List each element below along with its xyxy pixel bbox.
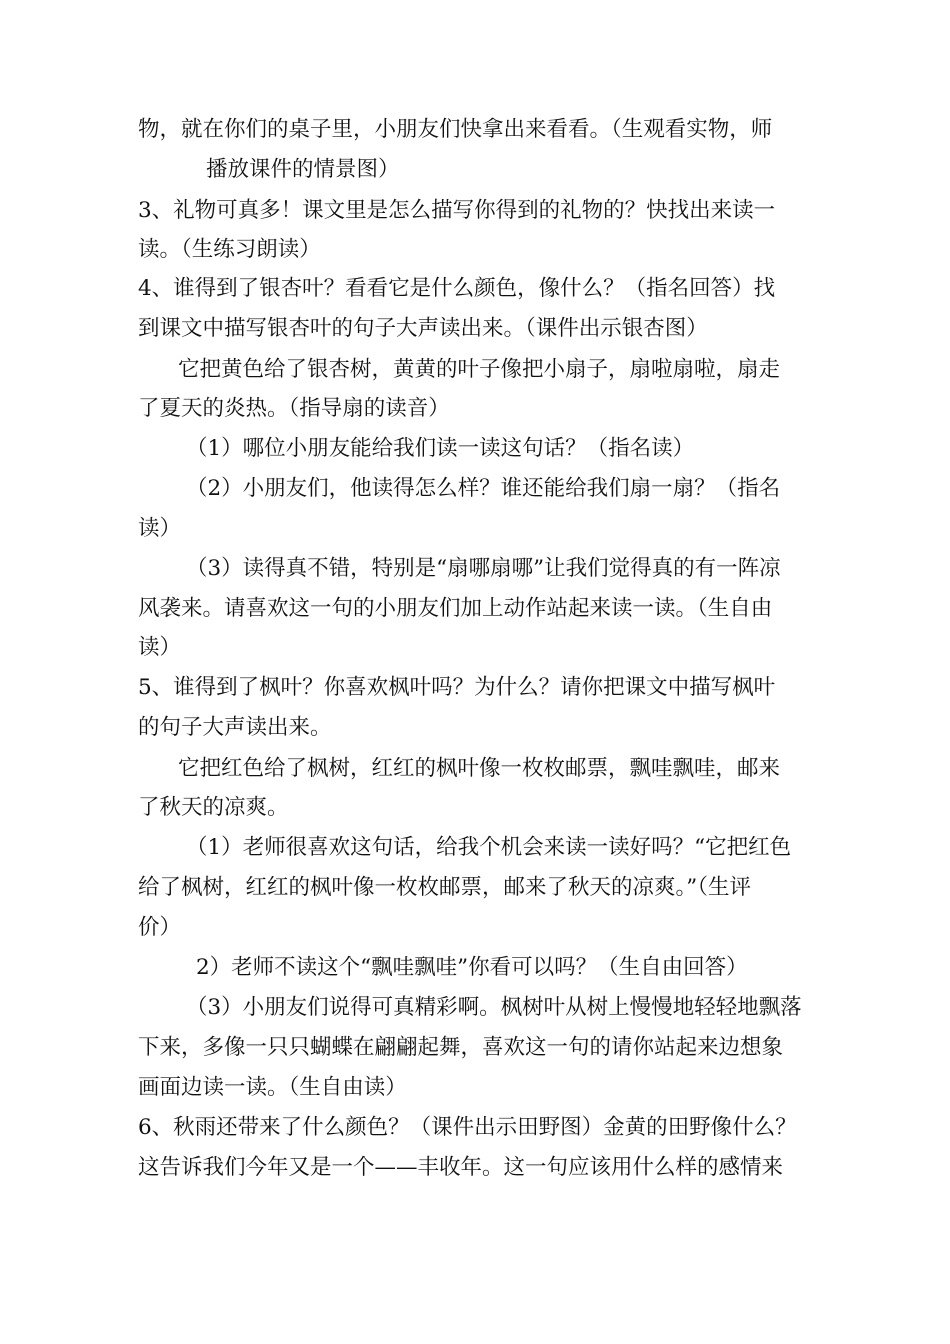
text-line-3: 3、礼物可真多！课文里是怎么描写你得到的礼物的？快找出来读一 bbox=[138, 198, 776, 223]
text-line-20: 给了枫树，红红的枫叶像一枚枚邮票，邮来了秋天的凉爽。”（生评 bbox=[138, 875, 751, 900]
text-line-8: 了夏天的炎热。（指导扇的读音） bbox=[138, 396, 450, 421]
text-line-1: 物，就在你们的桌子里，小朋友们快拿出来看看。（生观看实物，师 bbox=[138, 117, 773, 142]
text-line-17: 它把红色给了枫树，红红的枫叶像一枚枚邮票，飘哇飘哇，邮来 bbox=[178, 756, 781, 781]
text-line-24: 下来，多像一只只蝴蝶在翩翩起舞，喜欢这一句的请你站起来边想象 bbox=[138, 1035, 784, 1060]
text-line-15: 5、谁得到了枫叶？你喜欢枫叶吗？为什么？请你把课文中描写枫叶 bbox=[138, 675, 776, 700]
text-line-25: 画面边读一读。（生自由读） bbox=[138, 1075, 407, 1100]
text-line-21: 价） bbox=[138, 915, 182, 940]
text-line-22: 2）老师不读这个“飘哇飘哇”你看可以吗？（生自由回答） bbox=[196, 955, 748, 980]
text-line-9: （1）哪位小朋友能给我们读一读这句话？（指名读） bbox=[186, 436, 695, 461]
text-line-16: 的句子大声读出来。 bbox=[138, 715, 332, 740]
text-line-14: 读） bbox=[138, 635, 182, 660]
text-line-18: 了秋天的凉爽。 bbox=[138, 795, 289, 820]
text-line-6: 到课文中描写银杏叶的句子大声读出来。（课件出示银杏图） bbox=[138, 316, 708, 341]
text-line-27: 这告诉我们今年又是一个——丰收年。这一句应该用什么样的感情来 bbox=[138, 1155, 784, 1180]
text-line-7: 它把黄色给了银杏树，黄黄的叶子像把小扇子，扇啦扇啦，扇走 bbox=[178, 357, 781, 382]
text-line-12: （3）读得真不错，特别是“扇哪扇哪”让我们觉得真的有一阵凉 bbox=[186, 556, 781, 581]
text-line-5: 4、谁得到了银杏叶？看看它是什么颜色，像什么？（指名回答）找 bbox=[138, 276, 776, 301]
text-line-4: 读。（生练习朗读） bbox=[138, 237, 321, 262]
text-line-26: 6、秋雨还带来了什么颜色？（课件出示田野图）金黄的田野像什么？ bbox=[138, 1115, 797, 1140]
text-line-2: 播放课件的情景图） bbox=[206, 157, 400, 182]
text-line-10: （2）小朋友们，他读得怎么样？谁还能给我们扇一扇？（指名 bbox=[186, 476, 781, 501]
text-line-23: （3）小朋友们说得可真精彩啊。枫树叶从树上慢慢地轻轻地飘落 bbox=[186, 995, 802, 1020]
text-line-13: 风袭来。请喜欢这一句的小朋友们加上动作站起来读一读。（生自由 bbox=[138, 596, 773, 621]
text-line-11: 读） bbox=[138, 516, 182, 541]
text-line-19: （1）老师很喜欢这句话，给我个机会来读一读好吗？“它把红色 bbox=[186, 835, 792, 860]
